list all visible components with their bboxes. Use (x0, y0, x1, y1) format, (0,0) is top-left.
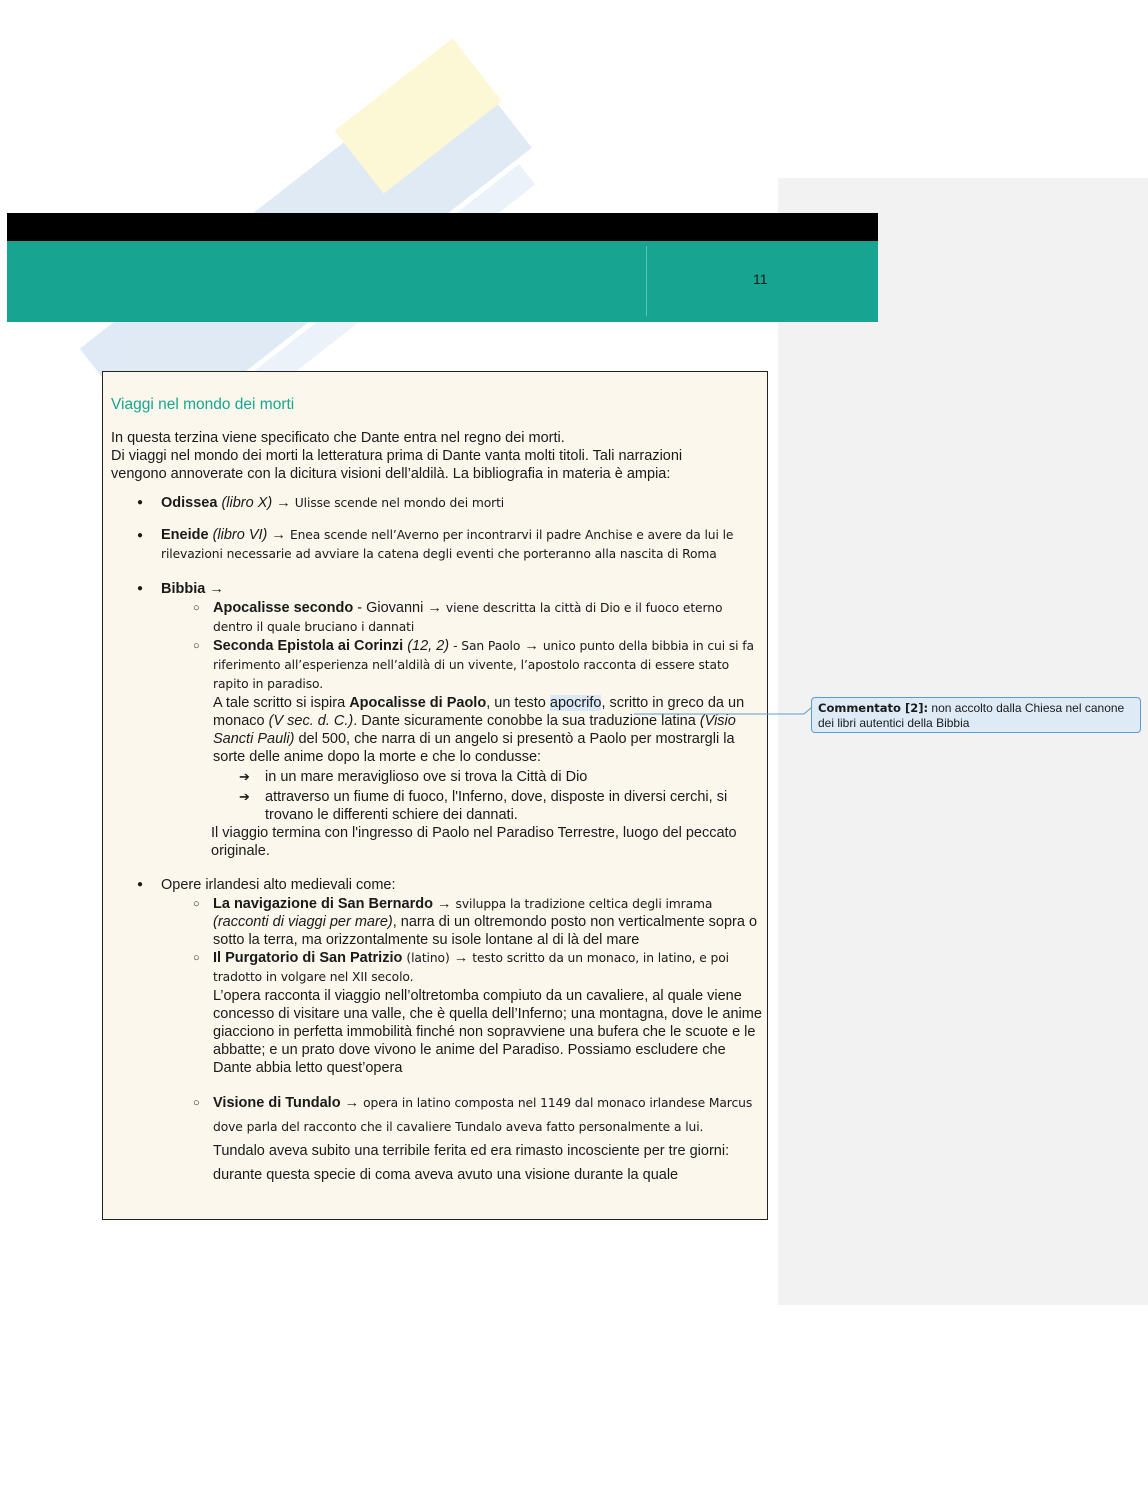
intro-line: In questa terzina viene specificato che Dante entra nel regno dei morti. (111, 430, 565, 446)
arrow-icon: → (276, 495, 291, 511)
intro-line: vengono annoverate con la dicitura visioni dell’aldilà. La bibliografia in materia è ampia: (111, 466, 671, 482)
works-list (103, 494, 763, 1187)
text-bold: Apocalisse di Paolo (349, 695, 487, 711)
header-bar (7, 213, 878, 241)
text-run: A tale scritto si ispira (213, 695, 346, 711)
text-run: , narra di un oltremondo posto non verticalmente sopra o sotto la terra, ma orizzontalmente su isole lontane al di là del mare (213, 914, 758, 948)
intro-paragraph (111, 429, 751, 483)
apocalisse-paolo-paragraph (213, 694, 763, 766)
work-desc: opera in latino composta nel 1149 dal monaco irlandese Marcus dove parla del racconto che il cavaliere Tundalo aveva fatto personalmente a lui. (213, 1096, 753, 1134)
work-lang: (latino) (406, 951, 450, 965)
list-item-tundalo (161, 1091, 763, 1187)
tundalo-paragraph: Tundalo aveva subito una terribile ferita ed era rimasto incosciente per tre giorni: durante questa specie di coma aveva avuto una visione durante la quale (213, 1143, 730, 1183)
text-run: del 500, che narra di un angelo si presentò a Paolo per mostrargli la sorte delle anime dopo la morte e che lo condusse: (213, 731, 735, 765)
work-title: Odissea (161, 495, 218, 511)
arrow-icon: → (271, 527, 286, 543)
text-italic: (Visio Sancti Pauli) (213, 713, 736, 747)
comment-pane (778, 178, 1148, 1305)
section-title: Viaggi nel mondo dei morti (111, 396, 295, 413)
arrow-point: ➔ attraverso un fiume di fuoco, l'Inferno, dove, disposte in diversi cerchi, si trovano le differenti schiere dei dannati. (213, 788, 763, 824)
list-item-epistola (161, 637, 763, 860)
comment-balloon[interactable] (811, 697, 1141, 733)
work-desc: Enea scende nell’Averno per incontrarvi il padre Anchise e avere da lui le rilevazioni necessarie ad avviare la catena degli eventi che porteranno alla nascita di Roma (161, 528, 734, 561)
arrow-point: ➔ in un mare meraviglioso ove si trova la Città di Dio (213, 768, 763, 786)
work-author: - San Paolo (453, 639, 521, 653)
header-divider (646, 246, 647, 316)
arrow-icon: → (524, 638, 539, 654)
comment-author: Commentato [2]: (818, 701, 929, 715)
work-title: Seconda Epistola ai Corinzi (213, 638, 404, 654)
text-italic: (racconti di viaggi per mare) (213, 914, 393, 930)
list-item-odissea (103, 494, 763, 512)
work-title: Eneide (161, 527, 209, 543)
closing-paragraph: Il viaggio termina con l'ingresso di Paolo nel Paradiso Terrestre, luogo del peccato originale. (211, 825, 737, 859)
list-item-irlandesi (103, 876, 763, 1187)
arrow-icon: → (437, 896, 452, 912)
irish-sublist (161, 895, 763, 1187)
irish-works-label: Opere irlandesi alto medievali come: (161, 877, 396, 893)
text-italic: (V sec. d. C.) (268, 713, 354, 729)
list-item-eneide (103, 526, 763, 564)
text-run: , scritto in greco da un monaco (213, 695, 745, 729)
text-run: . Dante sicuramente conobbe la sua traduzione latina (353, 713, 696, 729)
intro-line: Di viaggi nel mondo dei morti la letteratura prima di Dante vanta molti titoli. Tali narrazioni (111, 448, 683, 464)
work-title: Bibbia (161, 581, 206, 597)
content-box (102, 371, 768, 1220)
purgatorio-paragraph: L’opera racconta il viaggio nell’oltretomba compiuto da un cavaliere, al quale viene concesso di visitare una valle, che è quella dell’Inferno; una montagna, dove le anime giacciono in perfetta immobilità finché non sopravviene una bufera che le scuote e le abbatte; e un prato dove vivono le anime del Paradiso. Possiamo escludere che Dante abbia letto quest’opera (213, 988, 762, 1076)
arrow-points (213, 768, 763, 824)
work-desc: testo scritto da un monaco, in latino, e poi tradotto in volgare nel XII secolo. (213, 951, 729, 984)
work-ref: (12, 2) (407, 638, 450, 654)
work-title: La navigazione di San Bernardo (213, 896, 433, 912)
arrow-icon: → (427, 600, 442, 616)
arrow-icon: → (344, 1095, 360, 1111)
text-run: , un testo (486, 695, 546, 711)
list-item-purgatorio (161, 949, 763, 1077)
work-title: Apocalisse secondo (213, 600, 354, 616)
comment-text: non accolto dalla Chiesa nel canone dei libri autentici della Bibbia (818, 701, 1125, 730)
work-desc: Ulisse scende nel mondo dei morti (294, 496, 505, 510)
list-item-navigazione (161, 895, 763, 949)
work-desc: viene descritta la città di Dio e il fuoco eterno dentro il quale bruciano i dannati (213, 601, 723, 634)
page-number: 11 (753, 271, 768, 287)
work-ref: (libro VI) (212, 527, 268, 543)
work-author: - Giovanni (357, 600, 424, 616)
work-desc: sviluppa la tradizione celtica degli imrama (455, 897, 713, 911)
list-item-apocalisse (161, 599, 763, 637)
list-item-bibbia (103, 580, 763, 860)
bibbia-sublist (161, 599, 763, 860)
commented-word[interactable]: apocrifo (549, 695, 602, 711)
arrow-icon: → (453, 950, 469, 966)
work-desc: unico punto della bibbia in cui si fa riferimento all’esperienza nell’aldilà di un vivente, l’apostolo racconta di essere stato rapito in paradiso. (213, 639, 754, 691)
work-ref: (libro X) (221, 495, 273, 511)
header-band (7, 241, 878, 322)
work-title: Il Purgatorio di San Patrizio (213, 950, 403, 966)
work-title: Visione di Tundalo (213, 1095, 341, 1111)
arrow-icon: → (209, 581, 224, 597)
